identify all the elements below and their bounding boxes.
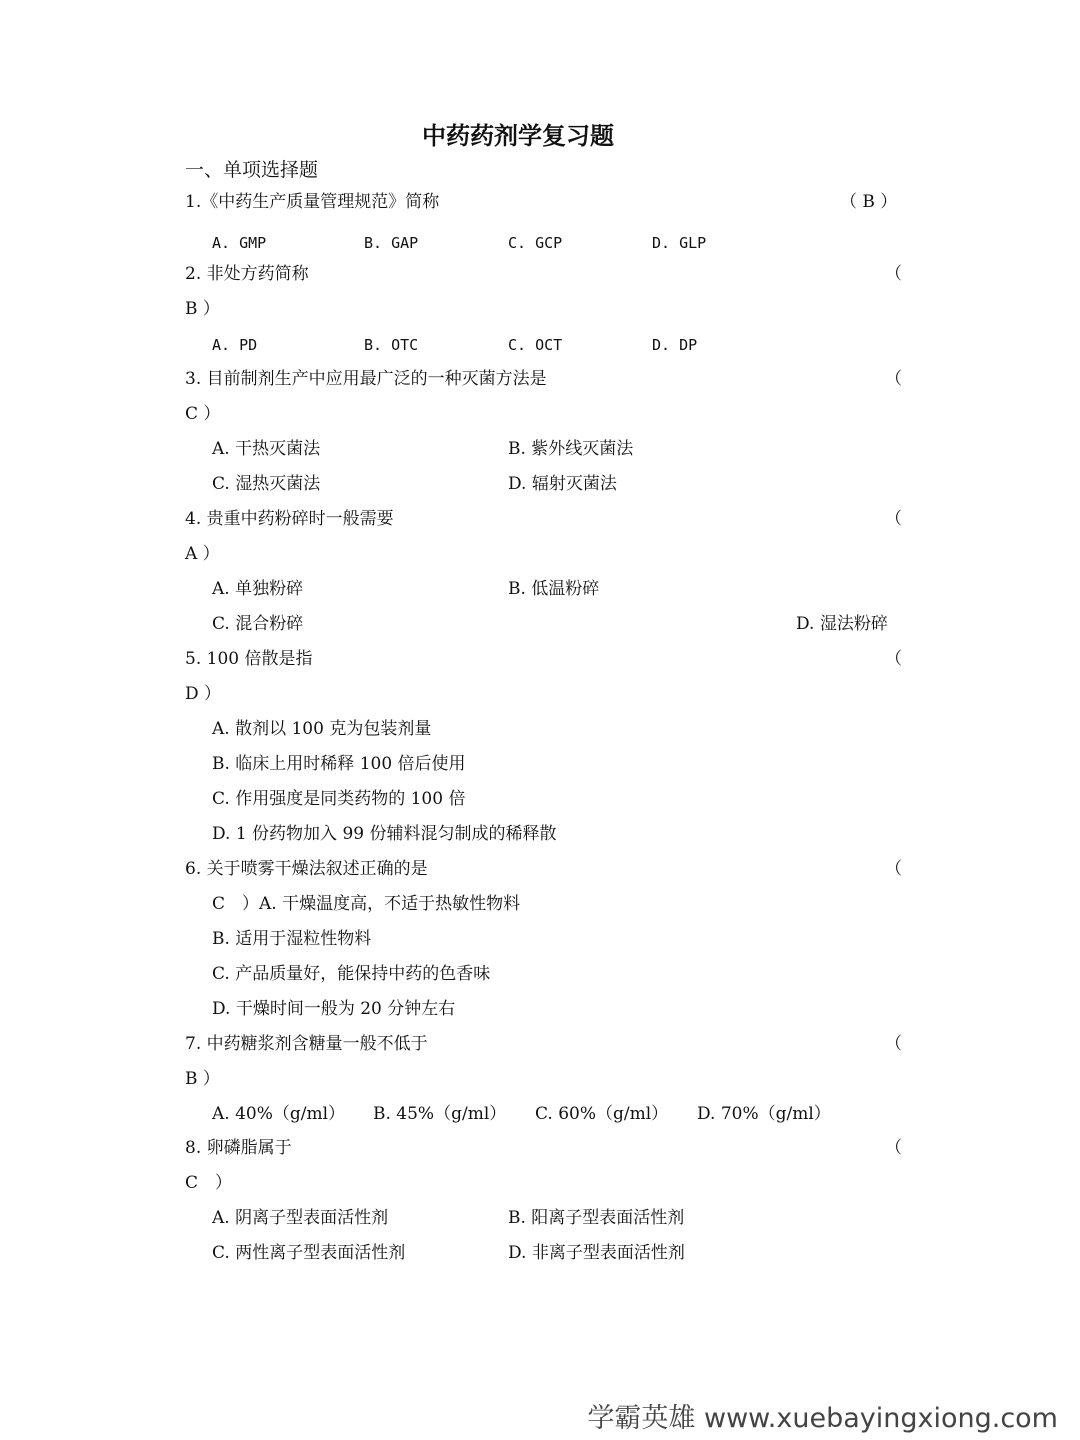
q5-option-d: D. 1 份药物加入 99 份辅料混匀制成的稀释散	[212, 824, 557, 844]
q2-open-paren: （	[885, 264, 902, 284]
question-3: 3. 目前制剂生产中应用最广泛的一种灭菌方法是	[185, 369, 547, 389]
q7-option-b: B. 45%（g/ml）	[373, 1104, 507, 1124]
q8-option-d: D. 非离子型表面活性剂	[508, 1243, 685, 1263]
q6-option-d: D. 干燥时间一般为 20 分钟左右	[212, 999, 456, 1019]
q7-option-a: A. 40%（g/ml）	[212, 1104, 346, 1124]
q4-option-c: C. 混合粉碎	[212, 614, 304, 634]
q6-answer-option-a: C ）A. 干燥温度高，不适于热敏性物料	[212, 894, 521, 914]
q2-option-b: B. OTC	[364, 336, 419, 354]
answer-1: （ B ）	[840, 192, 898, 212]
q5-option-a: A. 散剂以 100 克为包装剂量	[212, 719, 432, 739]
answer-8: C ）	[185, 1173, 233, 1193]
q8-option-b: B. 阳离子型表面活性剂	[508, 1208, 685, 1228]
q3-option-b: B. 紫外线灭菌法	[508, 439, 634, 459]
q2-option-c: C. OCT	[508, 336, 563, 354]
site-watermark: 学霸英雄 www.xuebayingxiong.com	[587, 1403, 1058, 1434]
answer-2: B ）	[185, 299, 220, 319]
answer-7: B ）	[185, 1069, 220, 1089]
q7-option-c: C. 60%（g/ml）	[535, 1104, 669, 1124]
question-1: 1.《中药生产质量管理规范》简称	[185, 192, 440, 212]
q4-option-b: B. 低温粉碎	[508, 579, 600, 599]
q8-open-paren: （	[885, 1138, 902, 1158]
q3-option-d: D. 辐射灭菌法	[508, 474, 617, 494]
question-8: 8. 卵磷脂属于	[185, 1138, 292, 1158]
q4-option-d: D. 湿法粉碎	[796, 614, 888, 634]
answer-5: D ）	[185, 684, 222, 704]
q1-option-c: C. GCP	[508, 234, 563, 252]
q3-open-paren: （	[885, 369, 902, 389]
q2-option-d: D. DP	[652, 336, 698, 354]
q3-option-c: C. 湿热灭菌法	[212, 474, 321, 494]
q1-option-b: B. GAP	[364, 234, 419, 252]
answer-4: A ）	[185, 544, 220, 564]
section-heading: 一、单项选择题	[185, 159, 319, 181]
q8-option-c: C. 两性离子型表面活性剂	[212, 1243, 406, 1263]
document-title: 中药药剂学复习题	[422, 122, 614, 150]
q8-option-a: A. 阴离子型表面活性剂	[212, 1208, 389, 1228]
question-7: 7. 中药糖浆剂含糖量一般不低于	[185, 1034, 428, 1054]
q5-open-paren: （	[885, 649, 902, 669]
q1-option-d: D. GLP	[652, 234, 707, 252]
q4-option-a: A. 单独粉碎	[212, 579, 304, 599]
question-4: 4. 贵重中药粉碎时一般需要	[185, 509, 394, 529]
q1-option-a: A. GMP	[212, 234, 267, 252]
q5-option-c: C. 作用强度是同类药物的 100 倍	[212, 789, 466, 809]
question-6: 6. 关于喷雾干燥法叙述正确的是	[185, 859, 428, 879]
q6-option-c: C. 产品质量好，能保持中药的色香味	[212, 964, 491, 984]
q6-option-b: B. 适用于湿粒性物料	[212, 929, 372, 949]
q6-open-paren: （	[885, 859, 902, 879]
question-2: 2. 非处方药简称	[185, 264, 309, 284]
q5-option-b: B. 临床上用时稀释 100 倍后使用	[212, 754, 466, 774]
q4-open-paren: （	[885, 509, 902, 529]
q7-option-d: D. 70%（g/ml）	[697, 1104, 831, 1124]
q2-option-a: A. PD	[212, 336, 258, 354]
answer-3: C ）	[185, 404, 221, 424]
q7-open-paren: （	[885, 1034, 902, 1054]
q3-option-a: A. 干热灭菌法	[212, 439, 321, 459]
question-5: 5. 100 倍散是指	[185, 649, 313, 669]
